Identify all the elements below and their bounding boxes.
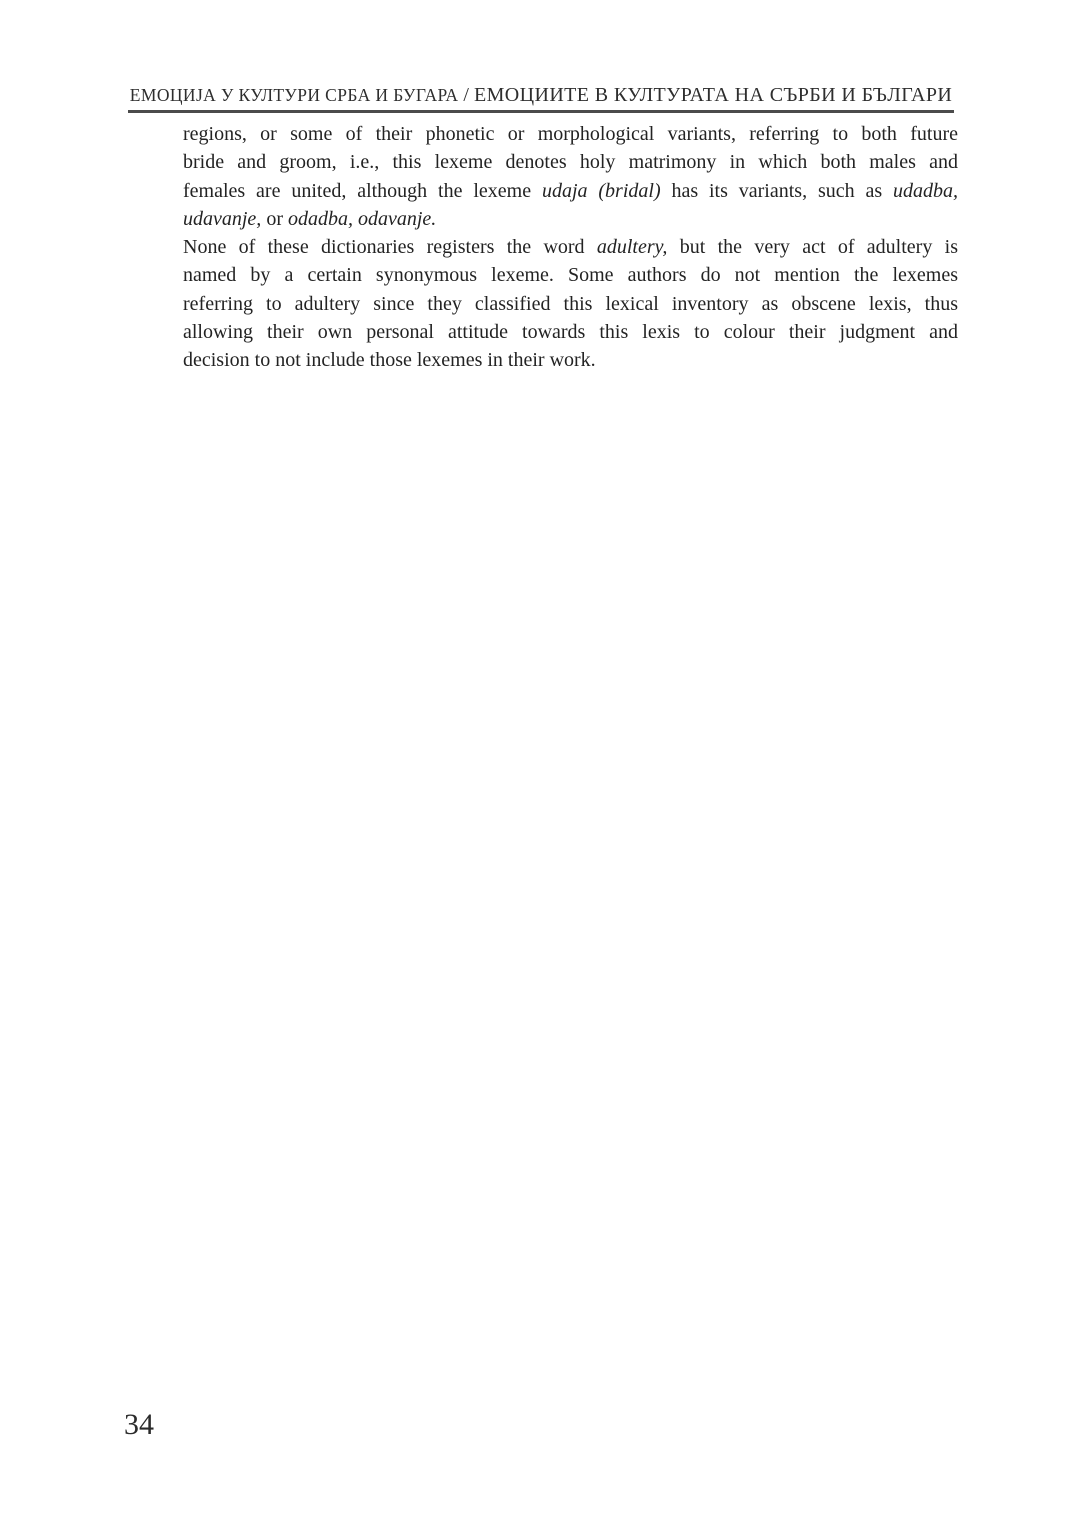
text-line: [183, 318, 958, 346]
text-segment: referring to adultery since they classified this lexical inventory as obscene lexis, thus: [183, 292, 958, 315]
text-segment: None of these dictionaries registers the word: [183, 236, 597, 259]
page-number: 34: [124, 1408, 154, 1441]
text-segment: or: [261, 207, 288, 230]
paragraph: [183, 120, 958, 233]
text-line: [183, 261, 958, 289]
italic-text-segment: udavanje,: [183, 207, 262, 230]
italic-text-segment: udaja (bridal): [541, 179, 661, 202]
text-segment: decision to not include those lexemes in their work.: [183, 349, 596, 372]
text-line: [183, 290, 958, 318]
text-line: [183, 177, 958, 205]
text-line: [183, 205, 958, 233]
running-head-serbian-title: ЕМОЦИЈА У КУЛТУРИ СРБА И БУГАРА: [129, 85, 459, 105]
running-head: [128, 84, 954, 107]
body-text: [183, 120, 958, 375]
text-segment: regions, or some of their phonetic or morphological variants, referring to both future: [183, 123, 958, 145]
text-segment: but the very act of adultery is: [667, 236, 958, 259]
text-line: [183, 346, 958, 374]
text-line: [183, 120, 958, 148]
text-segment: named by a certain synonymous lexeme. Some authors do not mention the lexemes: [183, 264, 958, 287]
text-segment: bride and groom, i.e., this lexeme denotes holy matrimony in which both males and: [183, 151, 958, 174]
running-head-separator: /: [458, 84, 474, 106]
italic-text-segment: odadba, odavanje.: [287, 207, 437, 230]
text-line: [183, 233, 958, 261]
text-segment: has its variants, such as: [660, 179, 893, 202]
running-head-bulgarian-title: ЕМОЦИИТЕ В КУЛТУРАТА НА СЪРБИ И БЪЛГАРИ: [473, 84, 953, 106]
italic-text-segment: adultery,: [596, 236, 668, 259]
header-rule: [128, 110, 954, 113]
italic-text-segment: udadba,: [893, 179, 958, 202]
text-line: [183, 148, 958, 176]
text-segment: females are united, although the lexeme: [183, 179, 542, 202]
text-segment: allowing their own personal attitude towards this lexis to colour their judgment and: [183, 321, 958, 344]
paragraph: [183, 233, 958, 374]
